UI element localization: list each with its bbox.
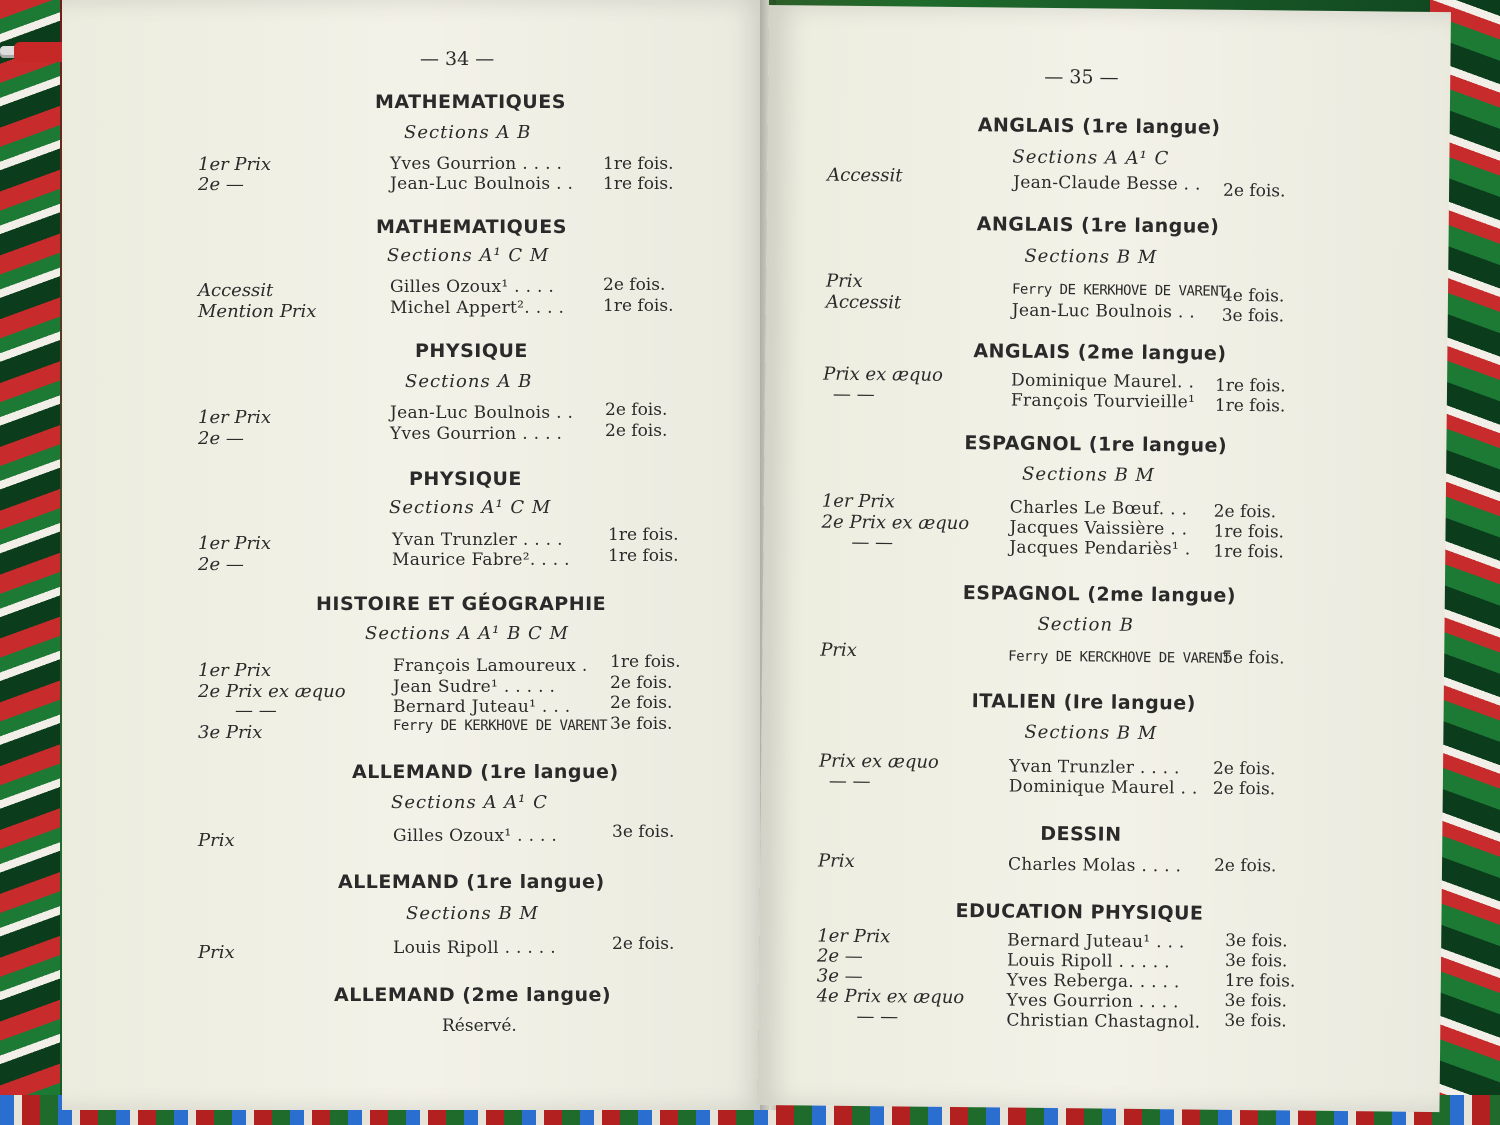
sections-label: Sections B M bbox=[1024, 245, 1158, 269]
award-label: 3e Prix bbox=[198, 722, 263, 743]
award-label: 2e — bbox=[816, 945, 863, 968]
student-name: Jean-Luc Boulnois . . bbox=[390, 174, 574, 194]
student-name: Jacques Pendariès¹ . bbox=[1009, 537, 1191, 560]
subject-heading: ESPAGNOL (1re langue) bbox=[964, 432, 1228, 457]
student-name: Yvan Trunzler . . . . bbox=[392, 530, 563, 550]
award-count: 2e fois. bbox=[603, 275, 666, 295]
award-label: Prix bbox=[817, 850, 855, 872]
award-label: 2e Prix ex æquo bbox=[821, 511, 970, 535]
award-count: 2e fois. bbox=[605, 421, 668, 441]
award-count: 2e fois. bbox=[610, 673, 673, 693]
award-count: 1re fois. bbox=[603, 154, 674, 174]
award-count: 3e fois. bbox=[1224, 1010, 1287, 1032]
award-count: 1re fois. bbox=[1224, 970, 1296, 992]
award-label: Mention Prix bbox=[198, 301, 317, 322]
subject-heading: PHYSIQUE bbox=[415, 340, 528, 362]
award-label: Prix bbox=[198, 830, 235, 851]
student-name: Dominique Maurel . . bbox=[1008, 776, 1198, 799]
award-count: 1re fois. bbox=[603, 296, 674, 316]
subject-heading: HISTOIRE ET GÉOGRAPHIE bbox=[316, 593, 607, 615]
student-name: Dominique Maurel. . bbox=[1010, 370, 1195, 393]
student-name: Yvan Trunzler . . . . bbox=[1008, 756, 1180, 779]
subject-heading: ANGLAIS (2me langue) bbox=[973, 340, 1227, 365]
student-name: Ferry DE KERKHOVE DE VARENT bbox=[393, 718, 608, 734]
award-label: 2e — bbox=[198, 554, 244, 575]
award-label: Accessit bbox=[827, 164, 903, 187]
student-name: François Tourvieille¹ bbox=[1010, 390, 1196, 413]
student-name: Louis Ripoll . . . . . bbox=[1006, 950, 1171, 973]
award-count: 1re fois. bbox=[603, 174, 674, 194]
student-name: Bernard Juteau¹ . . . bbox=[1007, 930, 1185, 953]
award-count: 3e fois. bbox=[612, 822, 675, 842]
award-label: Accessit bbox=[825, 291, 902, 314]
sections-label: Sections B M bbox=[1021, 463, 1156, 487]
sections-label: Sections B M bbox=[1024, 721, 1158, 745]
award-count: 1re fois. bbox=[1214, 375, 1286, 397]
award-count: 2e fois. bbox=[1222, 180, 1286, 202]
sections-label: Sections A¹ C M bbox=[387, 245, 550, 266]
award-count: 3e fois. bbox=[1225, 930, 1288, 952]
sections-label: Sections A¹ C M bbox=[389, 497, 552, 518]
award-label: 2e Prix ex æquo bbox=[198, 681, 346, 702]
student-name: Yves Gourrion . . . . bbox=[390, 154, 563, 174]
award-count: 1re fois. bbox=[1213, 521, 1285, 543]
subject-heading: ITALIEN (Ire langue) bbox=[971, 690, 1196, 715]
student-name: Yves Reberga. . . . . bbox=[1006, 970, 1180, 993]
sections-label: Sections A B bbox=[404, 122, 532, 143]
award-count: 2e fois. bbox=[1213, 855, 1277, 877]
student-name: Ferry DE KERCKHOVE DE VARENT bbox=[1008, 648, 1231, 667]
subject-heading: PHYSIQUE bbox=[409, 468, 522, 490]
subject-heading: DESSIN bbox=[1040, 822, 1122, 846]
student-name: Yves Gourrion . . . . bbox=[1006, 990, 1179, 1013]
student-name: Gilles Ozoux¹ . . . . bbox=[390, 277, 555, 297]
sections-label: Sections A A¹ C bbox=[1012, 146, 1170, 170]
award-label: 2e — bbox=[198, 174, 244, 195]
student-name: Jacques Vaissière . . bbox=[1009, 517, 1188, 540]
award-label: 1er Prix bbox=[198, 154, 272, 175]
award-label: Prix ex æquo bbox=[818, 750, 939, 773]
award-count: 1re fois. bbox=[1213, 541, 1284, 563]
award-count: 5e fois. bbox=[1222, 647, 1285, 669]
subject-heading: ALLEMAND (2me langue) bbox=[334, 984, 612, 1006]
student-name: Jean Sudre¹ . . . . . bbox=[393, 677, 556, 697]
subject-heading: ALLEMAND (1re langue) bbox=[338, 871, 605, 893]
student-name: Charles Molas . . . . bbox=[1007, 854, 1182, 877]
award-label: 1er Prix bbox=[198, 407, 272, 428]
award-count: 3e fois. bbox=[1224, 990, 1288, 1012]
award-label: — — bbox=[851, 531, 894, 554]
award-count: 1re fois. bbox=[610, 652, 681, 672]
award-count: 2e fois. bbox=[1212, 758, 1276, 780]
student-name: Bernard Juteau¹ . . . bbox=[393, 697, 571, 717]
subject-heading: ANGLAIS (1re langue) bbox=[977, 114, 1221, 139]
student-name: Louis Ripoll . . . . . bbox=[393, 938, 556, 958]
subject-heading: EDUCATION PHYSIQUE bbox=[955, 900, 1204, 925]
award-count: 1re fois. bbox=[608, 546, 679, 566]
page-number: — 34 — bbox=[420, 48, 495, 70]
award-count: 1re fois. bbox=[1214, 395, 1286, 417]
award-count: 2e fois. bbox=[612, 934, 675, 954]
student-name: Jean-Claude Besse . . bbox=[1013, 172, 1201, 195]
award-label: Prix bbox=[826, 270, 863, 292]
award-label: 1er Prix bbox=[817, 925, 891, 948]
award-label: — — bbox=[832, 383, 875, 406]
award-label: — — bbox=[828, 770, 871, 793]
award-count: 2e fois. bbox=[610, 693, 673, 713]
page-number: — 35 — bbox=[1044, 65, 1119, 89]
award-label: — — bbox=[235, 700, 277, 721]
award-label: Prix bbox=[198, 942, 235, 963]
student-name: Charles Le Bœuf. . . bbox=[1009, 497, 1188, 520]
award-label: 1er Prix bbox=[198, 533, 272, 554]
award-label: Prix ex æquo bbox=[823, 363, 943, 386]
sections-label: Section B bbox=[1037, 613, 1135, 636]
subject-heading: MATHEMATIQUES bbox=[375, 91, 566, 113]
subject-heading: ESPAGNOL (2me langue) bbox=[962, 582, 1237, 607]
award-label: 4e Prix ex æquo bbox=[816, 985, 965, 1009]
student-name: Christian Chastagnol. bbox=[1006, 1010, 1201, 1033]
award-label: 1er Prix bbox=[821, 490, 895, 513]
student-name: Jean-Luc Boulnois . . bbox=[1011, 300, 1196, 323]
student-name: Michel Appert². . . . bbox=[390, 298, 565, 318]
student-name: Ferry DE KERKHOVE DE VARENT bbox=[1011, 281, 1227, 300]
sections-label: Sections A B bbox=[405, 371, 533, 392]
award-count: 3e fois. bbox=[1221, 305, 1285, 327]
sections-label: Sections B M bbox=[406, 903, 539, 924]
award-label: — — bbox=[856, 1005, 899, 1028]
student-name: Jean-Luc Boulnois . . bbox=[390, 403, 574, 423]
student-name: Gilles Ozoux¹ . . . . bbox=[393, 826, 558, 846]
award-count: 4e fois. bbox=[1221, 285, 1285, 307]
subject-heading: ANGLAIS (1re langue) bbox=[976, 213, 1220, 238]
sections-label: Sections A A¹ C bbox=[391, 792, 548, 813]
award-count: 1re fois. bbox=[608, 525, 679, 545]
sections-label: Sections A A¹ B C M bbox=[365, 623, 569, 644]
student-name: Maurice Fabre². . . . bbox=[392, 550, 570, 570]
award-label: 1er Prix bbox=[198, 660, 272, 681]
award-count: 2e fois. bbox=[1213, 501, 1277, 523]
award-count: 2e fois. bbox=[1212, 778, 1276, 800]
student-name: François Lamoureux . bbox=[393, 656, 588, 676]
award-label: Accessit bbox=[198, 280, 274, 301]
tablecloth-left bbox=[0, 0, 60, 1125]
page-left bbox=[62, 0, 769, 1110]
award-count: 3e fois. bbox=[610, 714, 673, 734]
award-label: 3e — bbox=[816, 965, 863, 988]
award-count: 3e fois. bbox=[1224, 950, 1288, 972]
award-count: 2e fois. bbox=[605, 400, 668, 420]
subject-heading: ALLEMAND (1re langue) bbox=[352, 761, 619, 783]
subject-heading: MATHEMATIQUES bbox=[376, 216, 567, 238]
award-label: 2e — bbox=[198, 428, 244, 449]
reserved-note: Réservé. bbox=[442, 1016, 517, 1036]
page-right bbox=[757, 5, 1450, 1112]
award-label: Prix bbox=[820, 639, 857, 661]
student-name: Yves Gourrion . . . . bbox=[390, 424, 563, 444]
